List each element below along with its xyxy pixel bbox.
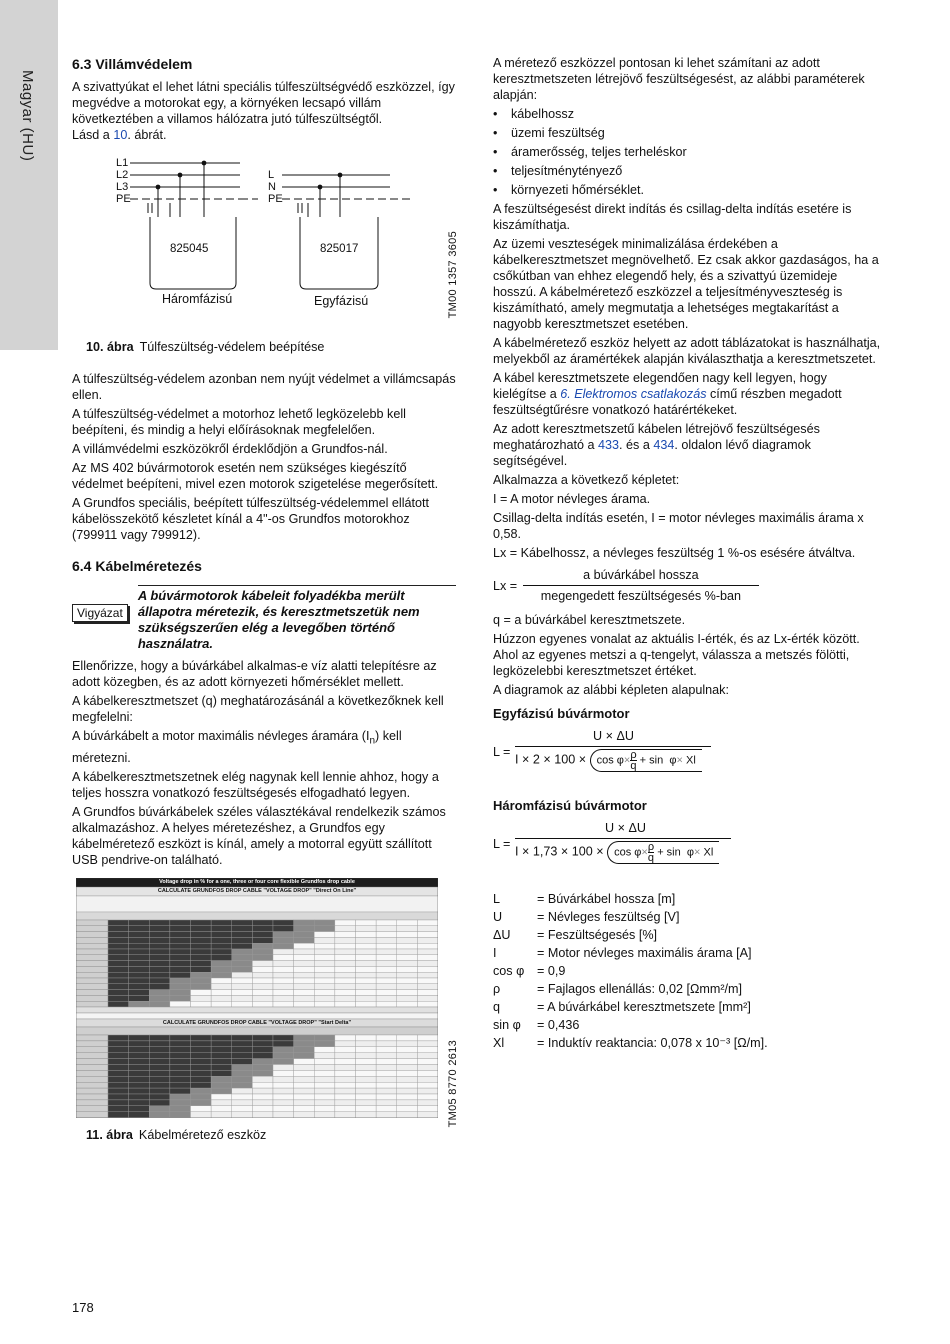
parameter-list	[493, 106, 881, 198]
left-paragraph: A villámvédelmi eszközökről érdeklődjön a Grundfos-nál.	[72, 442, 388, 456]
page-434-link[interactable]: 434	[653, 438, 675, 452]
left-column	[72, 55, 459, 871]
right-paragraph: Csillag-delta indítás esetén, I = motor névleges maximális árama x 0,58.	[493, 511, 864, 541]
figure-11-caption: 11. ábra Kábelméretező eszköz	[86, 1128, 267, 1142]
right-paragraph: A diagramok az alábbi képleten alapulnak:	[493, 683, 729, 697]
right-paragraph: Lx = Kábelhossz, a névleges feszültség 1 %-os esésére átváltva.	[493, 546, 856, 560]
left-paragraph: Az MS 402 búvármotorok esetén nem szükséges kiegészítő védelmet beépíteni, mivel ezen motorok szigetelése megerősített.	[72, 461, 439, 491]
page-number: 178	[72, 1300, 94, 1315]
list-item: • kábelhossz	[493, 106, 881, 122]
legend-row: sin φ = 0,436	[493, 1018, 580, 1032]
single-phase-line-labels: L N PE	[268, 169, 283, 205]
left-paragraph: A túlfeszültség-védelem azonban nem nyújt védelmet a villámcsapás ellen.	[72, 372, 456, 402]
legend-row: U = Névleges feszültség [V]	[493, 910, 680, 924]
cable-sizing-table	[76, 878, 438, 1118]
figure-10-code: TM00 1357 3605	[447, 231, 459, 319]
legend-row: ρ = Fajlagos ellenállás: 0,02 [Ωmm²/m]	[493, 982, 743, 996]
right-paragraph: A kábelméretező eszköz helyett az adott táblázatokat is használhatja, melyekből az áramértékek alapján kiválaszthatja a keresztmetszetet.	[493, 336, 881, 366]
legend-row: Xl = Induktív reaktancia: 0,078 x 10⁻³ [Ω/m].	[493, 1036, 768, 1050]
page-433-link[interactable]: 433	[598, 438, 620, 452]
left-paragraph: A Grundfos búvárkábelek széles választékával rendelkezik számos alkalmazáshoz. A helyes méretezéshez, a Grundfos egy kábelméretező eszközt is kínál, amely a motorral együtt szállított USB pendrive-on található.	[72, 804, 446, 867]
right-paragraph: A feszültségesést direkt indítás és csillag-delta indítás esetére is kiszámíthatja.	[493, 202, 852, 232]
left-paragraph: A búvárkábelt a motor maximális névleges áramára $(I_n)$ kell méretezni.	[72, 729, 402, 765]
right-paragraph: Az üzemi veszteségek minimalizálása érdekében a kábelkeresztmetszet megnövelhető. Ez csak akkor gazdaságos, ha a csőkútban van ehhez elegendő hely, és a szivattyú üzemideje hosszú. A kábelméretező eszközzel a teljesítményveszteség is kiszámítható, amely megmutatja a lehetséges megtakarítást a nagyobb keresztmetszet esetében.	[493, 237, 879, 331]
section-6-link[interactable]: 6. Elektromos csatlakozás	[560, 387, 707, 401]
legend-row: q = A búvárkábel keresztmetszete [mm²]	[493, 1000, 751, 1014]
three-phase-heading: Háromfázisú búvármotor	[493, 798, 647, 813]
right-paragraph: A méretező eszközzel pontosan ki lehet számítani az adott keresztmetszeten létrejövő feszültségesést, az alábbi paraméterek alapján:	[493, 56, 865, 102]
right-column	[493, 55, 881, 1052]
left-paragraph: A kábelkeresztmetszet (q) meghatározásánál a következőknek kell megfelelni:	[72, 694, 444, 724]
list-item: • áramerősség, teljes terheléskor	[493, 144, 881, 160]
three-phase-line-labels: L1 L2 L3 PE	[116, 157, 131, 205]
section-6-3-intro: A szivattyúkat el lehet látni speciális túlfeszültségvédő eszközzel, így megvédve a motorokat egy, a környéken lecsapó villám következtében a villamos hálózatra jutó túlfeszültségtől. Lásd a 10. ábrát.	[72, 80, 455, 142]
lx-formula: Lx = $\frac{\text{a búvárkábel hossza}}{\text{megengedett feszültségesés \%-ban}}$	[493, 567, 881, 604]
left-paragraph: Ellenőrizze, hogy a búvárkábel alkalmas-e víz alatti telepítésre az adott közegben, és az adott környezeti hőmérséklet mellett.	[72, 659, 437, 689]
device-825017-label: 825017	[320, 243, 359, 255]
symbol-legend	[493, 890, 768, 1052]
list-item: • környezeti hőmérséklet.	[493, 182, 881, 198]
right-paragraph: Alkalmazza a következő képletet:	[493, 473, 680, 487]
cable-table-dol-title: CALCULATE GRUNDFOS DROP CABLE "VOLTAGE DROP" "Direct On Line"	[157, 888, 357, 894]
left-paragraph: A kábelkeresztmetszetnek elég nagynak kell lennie ahhoz, hogy a teljes hosszra vonatkozó feszültségesés elfogadható legyen.	[72, 769, 439, 800]
cable-table-star-delta-title: CALCULATE GRUNDFOS DROP CABLE "VOLTAGE DROP" "Start Delta"	[162, 1020, 352, 1026]
section-6-4-title: 6.4 Kábelméretezés	[72, 558, 202, 574]
caution-box	[72, 585, 456, 652]
language-side-tab	[0, 0, 58, 350]
figure-10	[72, 153, 459, 333]
cable-table-title: Voltage drop in % for a one, three or four core flexible Grundfos drop cable	[159, 879, 355, 885]
single-phase-heading: Egyfázisú búvármotor	[493, 706, 630, 721]
legend-row: cos φ = 0,9	[493, 964, 566, 978]
three-phase-caption: Háromfázisú	[162, 292, 233, 306]
figure-10-link[interactable]: 10	[113, 128, 128, 142]
legend-row: I = Motor névleges maximális árama [A]	[493, 946, 752, 960]
cable-sizing-tool-image	[76, 878, 438, 1118]
figure-11-code: TM05 8770 2613	[447, 1040, 459, 1128]
single-phase-caption: Egyfázisú	[314, 294, 369, 308]
single-phase-formula: L = U × ΔU I × 2 × 100 × cos φ× $\frac{\rho}{q}$ + sin φ× Xl	[493, 728, 881, 784]
right-paragraph: Húzzon egyenes vonalat az aktuális I-érték, és az Lx-érték között. Ahol az egyenes metszi a q-tengelyt, válassza a metszés fölötti, legközelebbi keresztmetszet értéket.	[493, 632, 860, 678]
right-paragraph: I = A motor névleges árama.	[493, 492, 651, 506]
list-item: • üzemi feszültség	[493, 125, 881, 141]
left-paragraph: A túlfeszültség-védelmet a motorhoz lehető legközelebb kell beépíteni, és mindig a helyi előírásoknak megfelelően.	[72, 407, 406, 437]
right-paragraph: A kábel keresztmetszete elegendően nagy kell legyen, hogy kielégítse a 6. Elektromos csatlakozás című részben megadott feszültségtűrésre vonatkozó határértékeket.	[493, 371, 842, 417]
language-label: Magyar (HU)	[19, 70, 36, 162]
figure-10-caption: 10. ábra Túlfeszültség-védelem beépítése	[86, 340, 325, 354]
section-6-3-title: 6.3 Villámvédelem	[72, 56, 193, 72]
device-825045-label: 825045	[170, 243, 209, 255]
legend-row: ΔU = Feszültségesés [%]	[493, 928, 658, 942]
left-paragraph: A Grundfos speciális, beépített túlfeszültség-védelemmel ellátott kábelösszekötő készletet kínál a 4"-os Grundfos motorokhoz (799911 vagy 799912).	[72, 496, 430, 542]
caution-label: Vigyázat	[72, 604, 128, 622]
right-paragraph: Az adott keresztmetszetű kábelen létrejövő feszültségesés meghatározható a 433. és a 434. oldalon lévő diagramok segítségével.	[493, 422, 820, 468]
right-paragraph: q = a búvárkábel keresztmetszete.	[493, 613, 686, 627]
caution-text: A búvármotorok kábeleit folyadékba merült állapotra méretezik, és keresztmetszetük nem szükségszerűen elég a levegőben történő használatra.	[138, 585, 456, 652]
three-phase-formula: L = U × ΔU I × 1,73 × 100 × cos φ× $\frac{\rho}{q}$ + sin φ× Xl	[493, 820, 881, 876]
list-item: • teljesítménytényező	[493, 163, 881, 179]
legend-row: L = Búvárkábel hossza [m]	[493, 892, 676, 906]
